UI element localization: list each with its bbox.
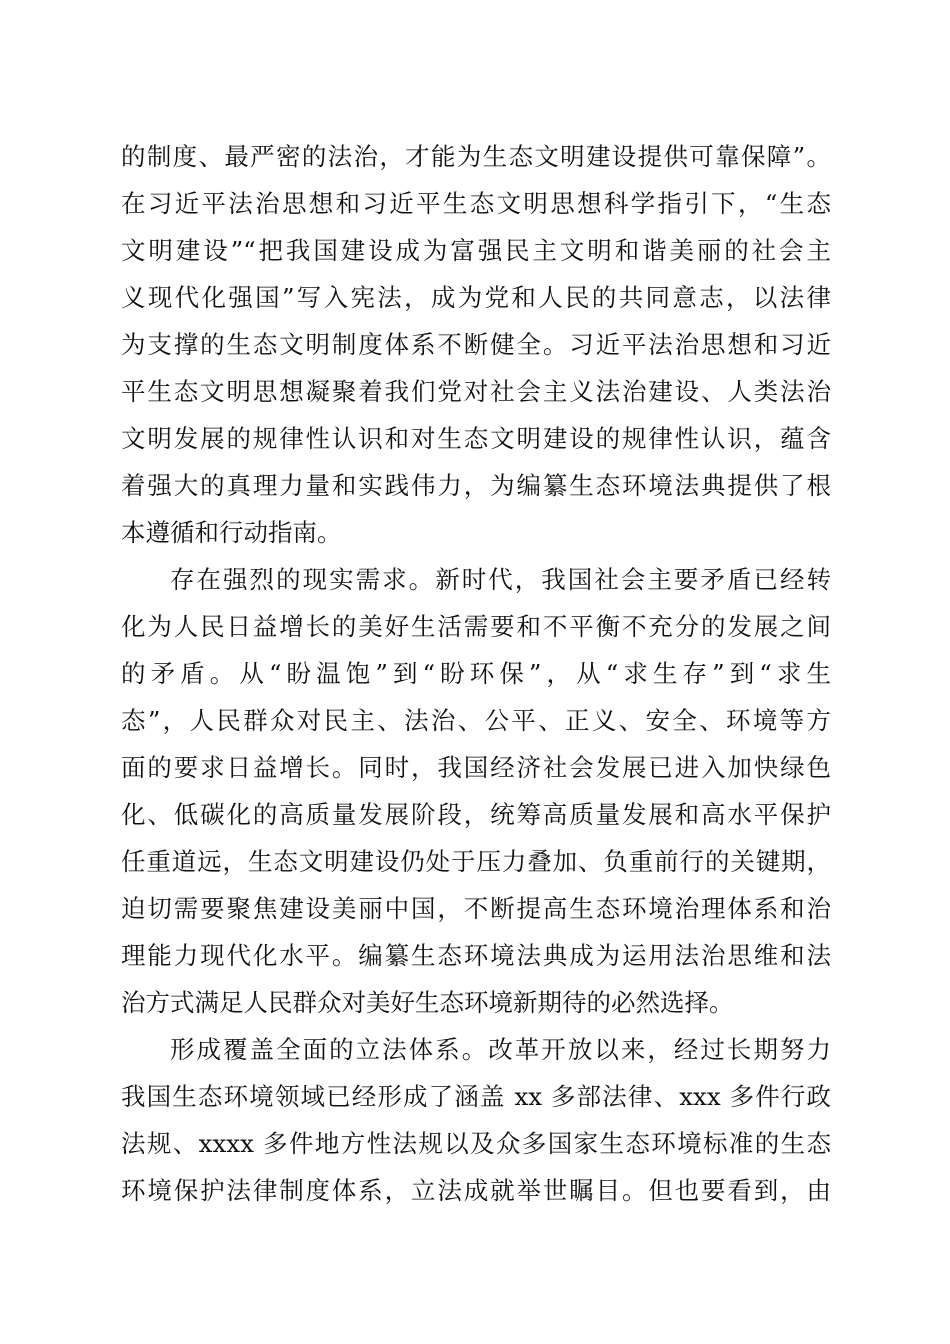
text-line: 文明发展的规律性认识和对生态文明建设的规律性认识，蕴含 (121, 424, 831, 453)
text-line: 的矛盾。从“盼温饱”到“盼环保”，从“求生存”到“求生 (121, 659, 831, 688)
text-line: 迫切需要聚焦建设美丽中国，不断提高生态环境治理体系和治 (121, 894, 831, 923)
text-line: 化、低碳化的高质量发展阶段，统筹高质量发展和高水平保护 (121, 800, 831, 829)
text-line: 面的要求日益增长。同时，我国经济社会发展已进入加快绿色 (121, 753, 831, 782)
paragraph-first-line: 形成覆盖全面的立法体系。改革开放以来，经过长期努力 (170, 1035, 831, 1064)
text-line: 态”，人民群众对民主、法治、公平、正义、安全、环境等方 (121, 706, 831, 735)
text-line: 本遵循和行动指南。 (121, 518, 342, 547)
text-line: 化为人民日益增长的美好生活需要和不平衡不充分的发展之间 (121, 612, 831, 641)
text-line: 在习近平法治思想和习近平生态文明思想科学指引下，“生态 (121, 189, 831, 218)
text-line: 治方式满足人民群众对美好生态环境新期待的必然选择。 (121, 988, 734, 1017)
paragraph-first-line: 存在强烈的现实需求。新时代，我国社会主要矛盾已经转 (170, 565, 831, 594)
text-line: 我国生态环境领域已经形成了涵盖 xx 多部法律、xxx 多件行政 (121, 1082, 831, 1111)
text-line: 为支撑的生态文明制度体系不断健全。习近平法治思想和习近 (121, 330, 831, 359)
text-line: 法规、xxxx 多件地方性法规以及众多国家生态环境标准的生态 (121, 1129, 831, 1158)
text-line: 理能力现代化水平。编纂生态环境法典成为运用法治思维和法 (121, 941, 831, 970)
text-line: 的制度、最严密的法治，才能为生态文明建设提供可靠保障”。 (121, 142, 831, 171)
text-line: 环境保护法律制度体系，立法成就举世瞩目。但也要看到，由 (121, 1176, 831, 1205)
text-line: 着强大的真理力量和实践伟力，为编纂生态环境法典提供了根 (121, 471, 831, 500)
text-line: 义现代化强国”写入宪法，成为党和人民的共同意志，以法律 (121, 283, 831, 312)
text-line: 文明建设”“把我国建设成为富强民主文明和谐美丽的社会主 (121, 236, 831, 265)
text-line: 任重道远，生态文明建设仍处于压力叠加、负重前行的关键期， (121, 847, 831, 876)
text-line: 平生态文明思想凝聚着我们党对社会主义法治建设、人类法治 (121, 377, 831, 406)
